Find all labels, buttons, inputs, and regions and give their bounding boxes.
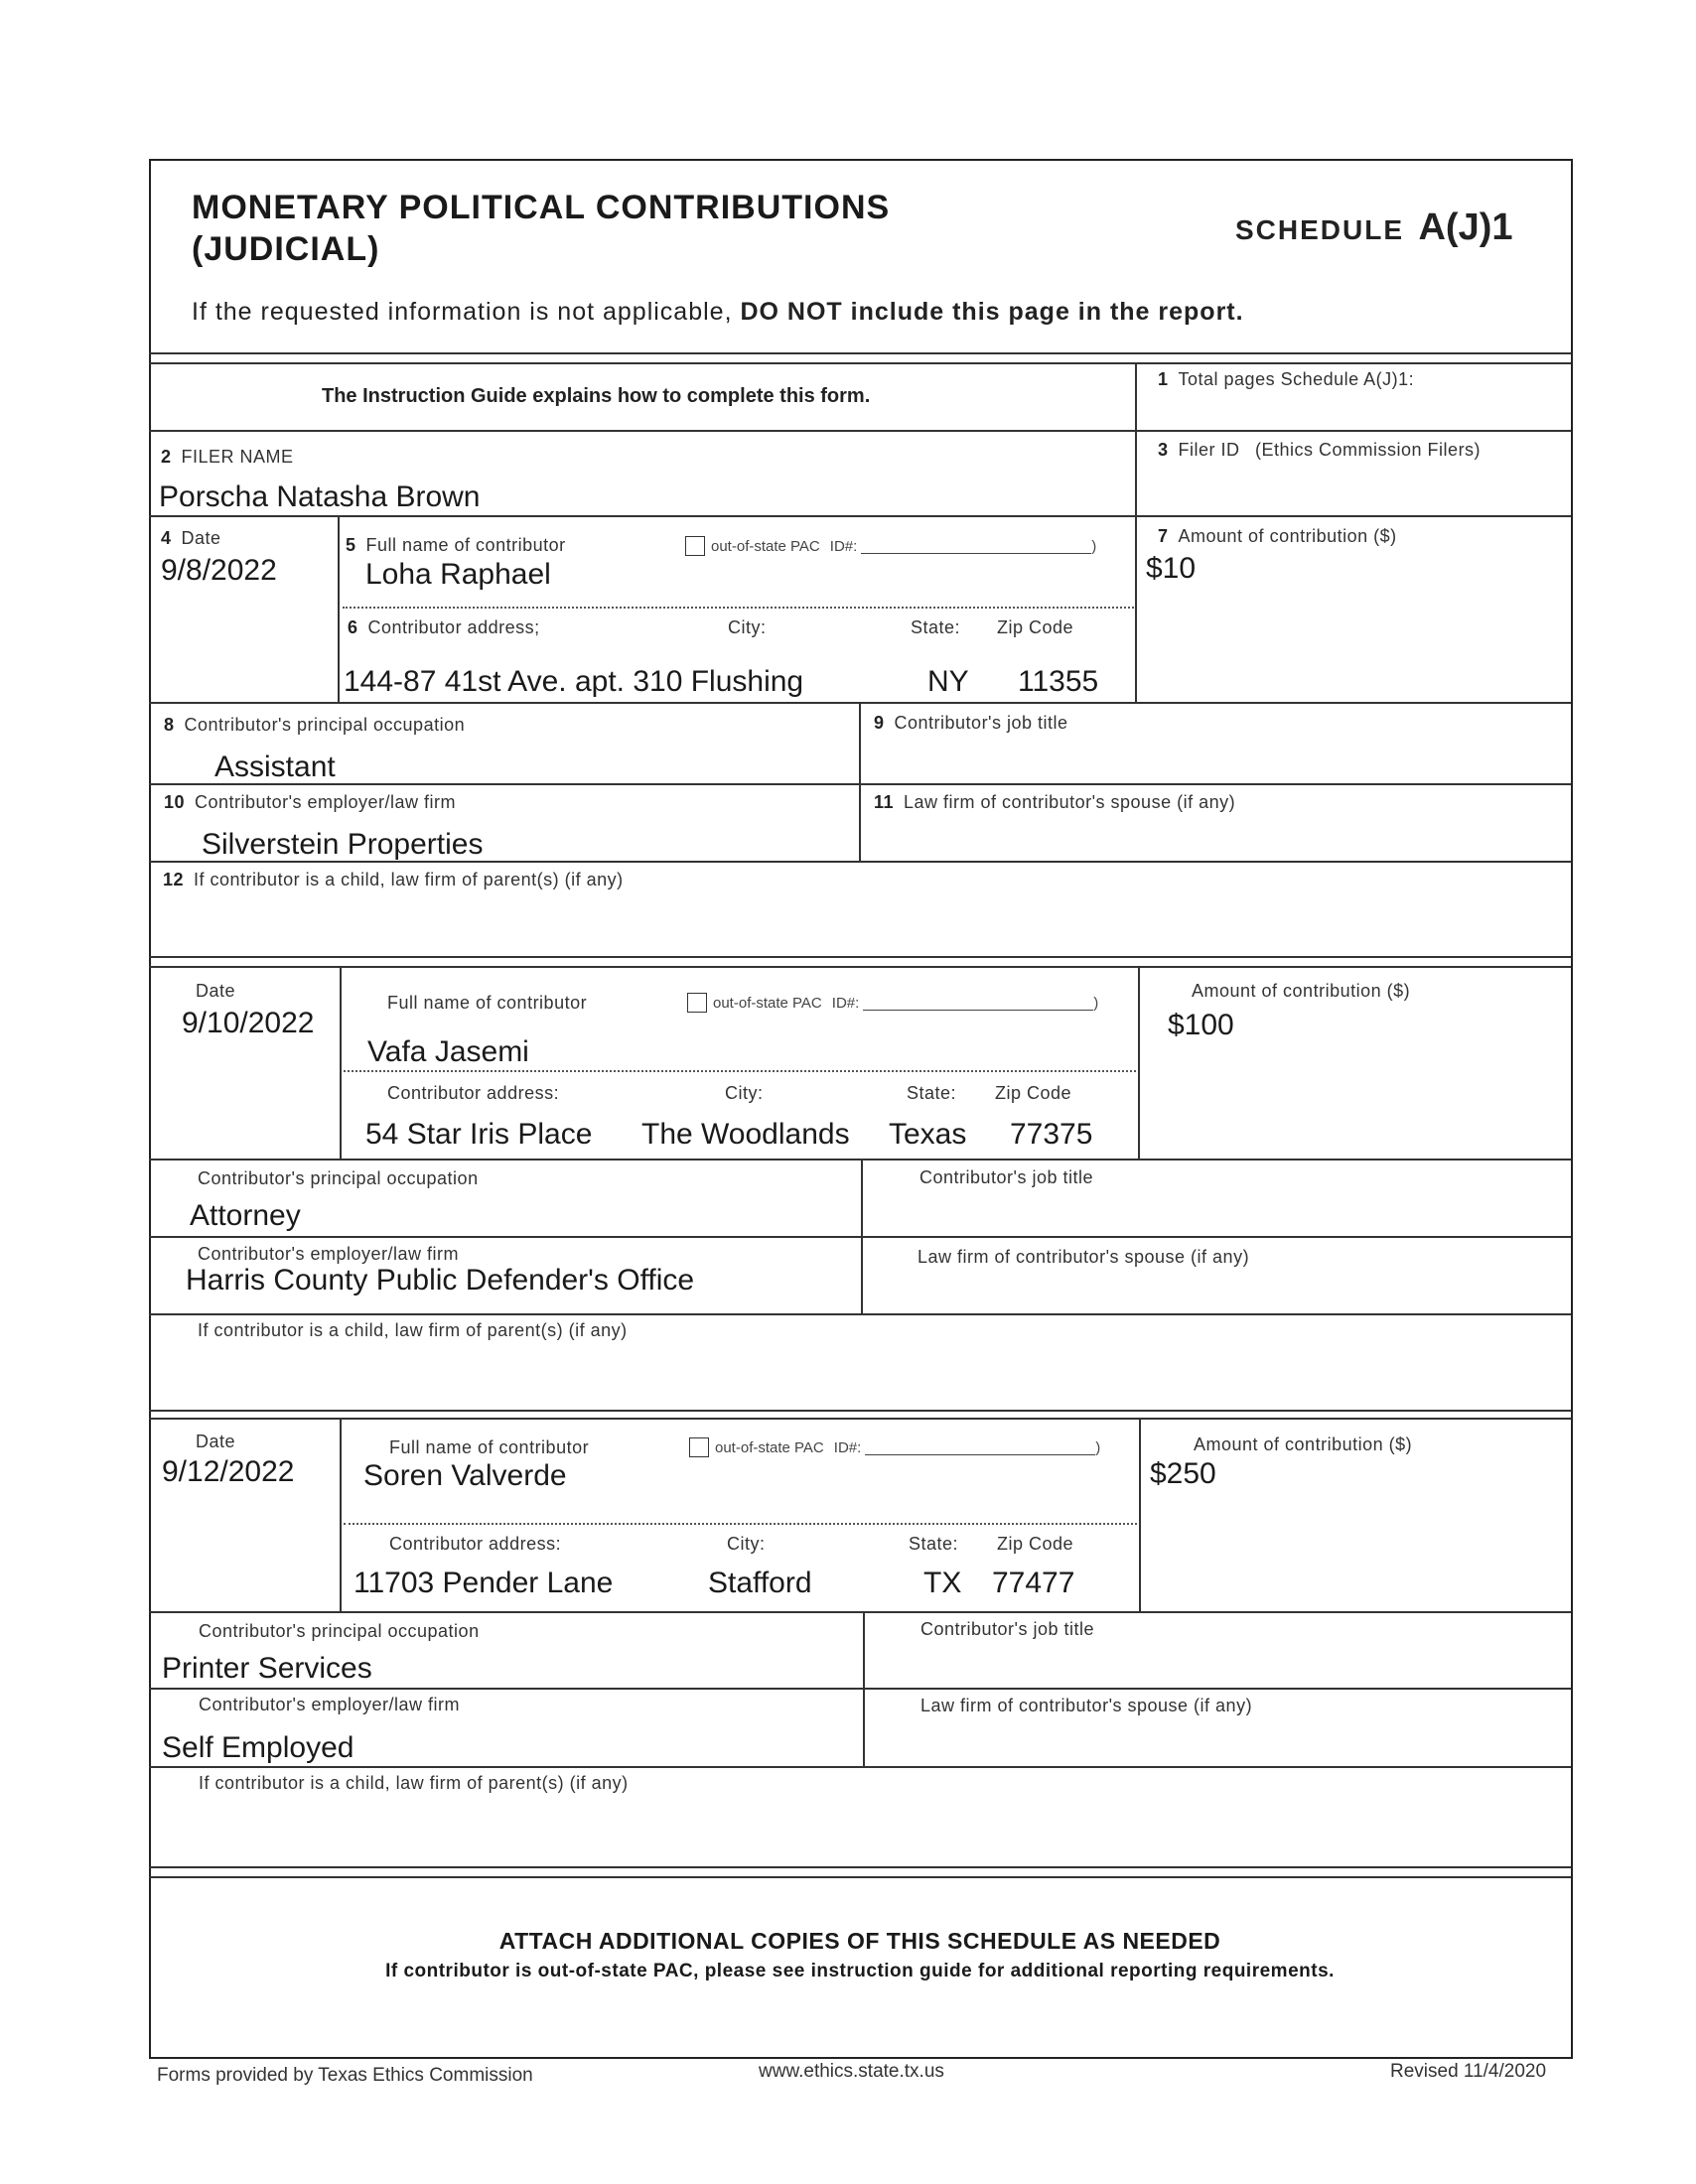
divider [1139, 1418, 1141, 1612]
field-number: 1 [1158, 369, 1169, 389]
field-number: 4 [161, 528, 172, 548]
title-line-2: (JUDICIAL) [192, 230, 380, 268]
occupation-label [164, 715, 465, 736]
occupation-label: Contributor's principal occupation [198, 1168, 479, 1188]
field-number: 7 [1158, 526, 1169, 546]
pac-label: out-of-state PAC [713, 994, 822, 1012]
footer-revised: Revised 11/4/2020 [1390, 2061, 1547, 2082]
field-number: 10 [164, 792, 186, 812]
attach-line-1: ATTACH ADDITIONAL COPIES OF THIS SCHEDULE AS NEEDED [498, 1928, 1221, 1954]
occupation-value: Attorney [190, 1199, 301, 1232]
zip-label: Zip Code [997, 1534, 1074, 1554]
address-label: Contributor address: [387, 1083, 560, 1103]
city-label: City: [728, 617, 767, 637]
divider [149, 1611, 1571, 1613]
employer-label: Contributor's employer/law firm [198, 1244, 460, 1264]
pac-label: out-of-state PAC [711, 537, 820, 555]
filer-name-label [161, 447, 294, 468]
occupation-value: Assistant [214, 751, 336, 783]
filer-id-label [1158, 440, 1481, 461]
state-value: TX [923, 1567, 962, 1599]
pac-id-field[interactable] [861, 539, 1091, 554]
pac-label: out-of-state PAC [715, 1438, 824, 1456]
filer-id-note: (Ethics Commission Filers) [1255, 440, 1482, 460]
occupation-label: Contributor's principal occupation [199, 1621, 480, 1641]
state-value: NY [927, 665, 969, 698]
employer-label [164, 792, 456, 813]
divider [149, 783, 1571, 785]
divider [149, 1159, 1571, 1160]
job-title-text: Contributor's job title [894, 713, 1068, 733]
dotted-divider [343, 607, 1134, 609]
attach-notice [149, 1928, 1571, 1982]
spouse-label: Law firm of contributor's spouse (if any) [918, 1247, 1250, 1267]
total-pages-label [1158, 369, 1414, 390]
parent-label: If contributor is a child, law firm of parent(s) (if any) [199, 1773, 629, 1793]
full-name-label: Full name of contributor [389, 1437, 590, 1457]
address-value: 144-87 41st Ave. apt. 310 Flushing [344, 665, 804, 698]
state-label: State: [909, 1534, 959, 1554]
divider [338, 517, 340, 703]
date-value: 9/12/2022 [162, 1455, 295, 1488]
date-label: Date [196, 1432, 236, 1451]
field-number: 3 [1158, 440, 1169, 460]
state-label: State: [911, 617, 961, 637]
employer-text: Contributor's employer/law firm [195, 792, 457, 812]
divider [859, 702, 861, 863]
date-text: Date [181, 528, 221, 548]
divider [1138, 966, 1140, 1160]
field-number: 2 [161, 447, 172, 467]
address-label: Contributor address: [389, 1534, 562, 1554]
filer-id-text: Filer ID [1178, 440, 1240, 460]
occupation-text: Contributor's principal occupation [184, 715, 466, 735]
state-label: State: [907, 1083, 957, 1103]
divider [149, 362, 1571, 364]
zip-value: 77477 [992, 1567, 1075, 1599]
parent-label: If contributor is a child, law firm of parent(s) (if any) [198, 1320, 628, 1340]
occupation-value: Printer Services [162, 1652, 372, 1685]
pac-id-field[interactable] [865, 1440, 1095, 1455]
paren: ) [1095, 1438, 1101, 1456]
spouse-text: Law firm of contributor's spouse (if any) [904, 792, 1236, 812]
amount-value: $10 [1146, 552, 1197, 585]
title-line-1: MONETARY POLITICAL CONTRIBUTIONS [192, 189, 891, 226]
date-label [161, 528, 221, 549]
divider [1135, 362, 1137, 703]
out-of-state-pac-checkbox[interactable] [685, 536, 705, 556]
parent-text: If contributor is a child, law firm of parent(s) (if any) [194, 870, 624, 889]
divider [149, 1410, 1571, 1412]
schedule-label [1235, 206, 1513, 249]
employer-value: Self Employed [162, 1731, 354, 1764]
divider [149, 1313, 1571, 1315]
footer-url[interactable]: www.ethics.state.tx.us [759, 2061, 944, 2082]
date-label: Date [196, 981, 236, 1001]
contributor-name-value: Soren Valverde [363, 1459, 567, 1492]
divider [149, 966, 1571, 968]
field-number: 12 [163, 870, 185, 889]
employer-value: Silverstein Properties [202, 828, 484, 861]
spouse-label: Law firm of contributor's spouse (if any) [920, 1696, 1253, 1715]
pac-id-field[interactable] [863, 996, 1093, 1011]
address-text: Contributor address; [367, 617, 540, 637]
spouse-label [874, 792, 1235, 813]
notice-text: If the requested information is not applicable, [192, 298, 733, 326]
field-number: 11 [874, 792, 895, 812]
street-value: 11703 Pender Lane [353, 1567, 614, 1599]
divider [340, 1418, 342, 1612]
schedule-word: SCHEDULE [1235, 214, 1405, 245]
attach-line-2: If contributor is out-of-state PAC, please see instruction guide for additional reporting requirements. [385, 1961, 1335, 1981]
city-value: The Woodlands [641, 1118, 850, 1151]
schedule-code: A(J)1 [1418, 206, 1513, 248]
amount-label: Amount of contribution ($) [1192, 981, 1411, 1001]
zip-value: 11355 [1018, 665, 1099, 698]
field-number: 9 [874, 713, 885, 733]
filer-name-text: FILER NAME [181, 447, 294, 467]
employer-label: Contributor's employer/law firm [199, 1695, 461, 1714]
amount-value: $100 [1168, 1009, 1234, 1041]
paren: ) [1091, 537, 1097, 555]
form-title [192, 187, 890, 270]
divider [149, 956, 1571, 958]
dotted-divider [344, 1070, 1136, 1072]
field-number: 6 [348, 617, 358, 637]
pac-checkbox-row [689, 1437, 1100, 1457]
city-label: City: [725, 1083, 764, 1103]
city-label: City: [727, 1534, 766, 1554]
pac-id-label: ID#: [831, 994, 860, 1012]
divider [149, 1866, 1571, 1868]
field-number: 8 [164, 715, 175, 735]
contributor-name-value: Loha Raphael [365, 558, 551, 591]
footer-credit: Forms provided by Texas Ethics Commission [157, 2065, 533, 2086]
instruction-text: The Instruction Guide explains how to complete this form. [322, 385, 871, 407]
job-title-label: Contributor's job title [919, 1167, 1094, 1187]
contributor-name-value: Vafa Jasemi [367, 1035, 529, 1068]
full-name-text: Full name of contributor [365, 535, 566, 555]
pac-id-label: ID#: [833, 1438, 862, 1456]
out-of-state-pac-checkbox[interactable] [689, 1437, 709, 1457]
out-of-state-pac-checkbox[interactable] [687, 993, 707, 1013]
divider [149, 1688, 1571, 1690]
amount-label: Amount of contribution ($) [1194, 1434, 1413, 1454]
amount-label [1158, 526, 1397, 547]
paren: ) [1093, 994, 1099, 1012]
city-value: Stafford [708, 1567, 812, 1599]
field-number: 5 [346, 535, 356, 555]
amount-text: Amount of contribution ($) [1178, 526, 1397, 546]
pac-checkbox-row [687, 993, 1098, 1013]
divider [149, 352, 1571, 354]
pac-checkbox-row [685, 536, 1096, 556]
date-value: 9/10/2022 [182, 1007, 315, 1039]
street-value: 54 Star Iris Place [365, 1118, 593, 1151]
full-name-label: Full name of contributor [387, 993, 588, 1013]
amount-value: $250 [1150, 1457, 1216, 1490]
zip-value: 77375 [1010, 1118, 1093, 1151]
dotted-divider [344, 1523, 1137, 1525]
address-label [348, 617, 540, 638]
job-title-label [874, 713, 1068, 734]
divider [149, 515, 1571, 517]
pac-id-label: ID#: [829, 537, 858, 555]
divider [149, 430, 1571, 432]
divider [149, 1766, 1571, 1768]
job-title-label: Contributor's job title [920, 1619, 1095, 1639]
zip-label: Zip Code [995, 1083, 1072, 1103]
divider [340, 966, 342, 1160]
parent-label [163, 870, 624, 890]
divider [149, 1876, 1571, 1878]
total-pages-text: Total pages Schedule A(J)1: [1178, 369, 1415, 389]
employer-value: Harris County Public Defender's Office [186, 1264, 695, 1297]
state-value: Texas [889, 1118, 967, 1151]
notice [192, 298, 1244, 327]
zip-label: Zip Code [997, 617, 1074, 637]
filer-name-value: Porscha Natasha Brown [159, 480, 481, 513]
divider [149, 1418, 1571, 1420]
notice-bold: DO NOT include this page in the report. [740, 298, 1244, 326]
full-name-label [346, 535, 566, 556]
divider [149, 1236, 1571, 1238]
date-value: 9/8/2022 [161, 554, 277, 587]
